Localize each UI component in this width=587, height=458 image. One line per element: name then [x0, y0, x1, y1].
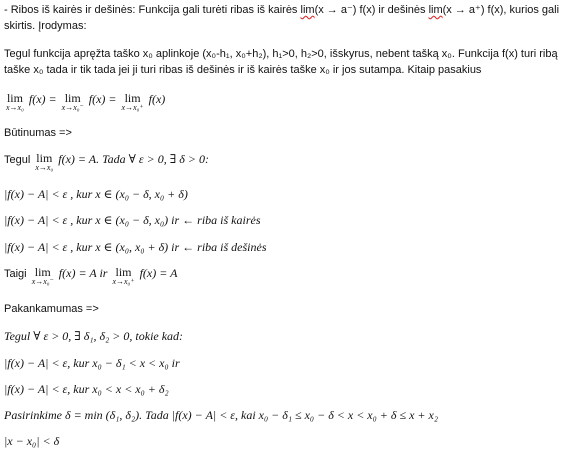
function-expr: f(x) — [148, 92, 166, 106]
tegul-limit-statement — [4, 152, 209, 172]
statement-mid: f(x) = A ir — [55, 266, 111, 280]
lim-label: lim — [36, 151, 53, 165]
lim-label: lim — [6, 91, 23, 105]
limit-operator — [32, 266, 54, 286]
lim-subscript: x→x₀⁻ — [61, 103, 84, 112]
limit-operator — [112, 266, 134, 286]
limit-operator — [6, 92, 24, 112]
text-prefix: Tegul — [4, 154, 34, 166]
intro-line-1 — [4, 3, 559, 17]
text-prefix: Taigi — [4, 268, 30, 280]
lim-label: lim — [64, 91, 81, 105]
equals-sign: = — [48, 92, 57, 106]
lim-right-word: lim — [428, 4, 443, 16]
tegul-epsilon-statement: Tegul ∀ ε > 0, ∃ δ₁, δ₂ > 0, tokie kad: — [4, 329, 184, 343]
intro-line-2: skirtis. Įrodymas: — [4, 20, 87, 32]
inequality-4: |f(x) − A| < ε, kur x₀ − δ₁ < x < x₀ ir — [4, 356, 180, 370]
taigi-statement — [4, 266, 177, 286]
inequality-5: |f(x) − A| < ε, kur x₀ < x < x₀ + δ₂ — [4, 382, 169, 396]
choose-delta-statement: Pasirinkime δ = min (δ₁, δ₂). Tada |f(x) − A| < ε, kai x₀ − δ₁ ≤ x₀ − δ < x < x₀ + δ ≤ x + x₂ — [4, 408, 438, 422]
lim-label: lim — [34, 265, 51, 279]
inequality-2: |f(x) − A| < ε , kur x ∈ (x₀ − δ, x₀) ir ← riba iš kairės — [4, 213, 261, 227]
lim-left-word: lim — [300, 4, 315, 16]
lim-subscript: x→x₀ — [6, 103, 24, 112]
limit-operator — [122, 92, 144, 112]
sufficiency-heading: Pakankamumas => — [4, 303, 99, 315]
function-expr: f(x) — [88, 92, 106, 106]
necessity-heading: Būtinumas => — [4, 127, 72, 139]
equals-sign: = — [108, 92, 117, 106]
intro-text-c: (x → a⁺) f(x), kurios gali — [442, 4, 560, 16]
definition-line-2: taške x₀ tada ir tik tada jei ji turi ribas iš dešinės ir iš kairės taške x₀ ir jos sutampa. Kitaip pasakius — [4, 64, 482, 76]
limit-operator — [62, 92, 84, 112]
intro-text-a: - Ribos iš kairės ir dešinės: Funkcija gali turėti ribas iš kairės — [4, 4, 301, 16]
lim-subscript: x→x₀⁻ — [31, 277, 54, 286]
definition-line-1: Tegul funkcija apręžta taško x₀ aplinkoje (x₀-h₁, x₀+h₂), h₁>0, h₂>0, išskyrus, nebent tašką x₀. Funkcija f(x) turi ribą — [4, 48, 558, 60]
function-expr: f(x) — [28, 92, 46, 106]
lim-subscript: x→x₀⁺ — [121, 103, 144, 112]
lim-subscript: x→x₀⁺ — [112, 277, 135, 286]
lim-label: lim — [115, 265, 132, 279]
statement-rest: f(x) = A. Tada ∀ ε > 0, ∃ δ > 0: — [55, 152, 209, 166]
inequality-1: |f(x) − A| < ε , kur x ∈ (x₀ − δ, x₀ + δ) — [4, 187, 188, 201]
inequality-3: |f(x) − A| < ε , kur x ∈ (x₀, x₀ + δ) ir ← riba iš dešinės — [4, 240, 267, 254]
final-inequality: |x − x₀| < δ — [4, 434, 60, 448]
statement-rest: f(x) = A — [136, 266, 178, 280]
lim-label: lim — [124, 91, 141, 105]
intro-text-b: (x → a⁻) f(x) ir dešinės — [314, 4, 429, 16]
lim-subscript: x→x₀ — [35, 163, 54, 172]
limit-operator — [35, 152, 53, 172]
main-limit-equation — [4, 92, 165, 112]
